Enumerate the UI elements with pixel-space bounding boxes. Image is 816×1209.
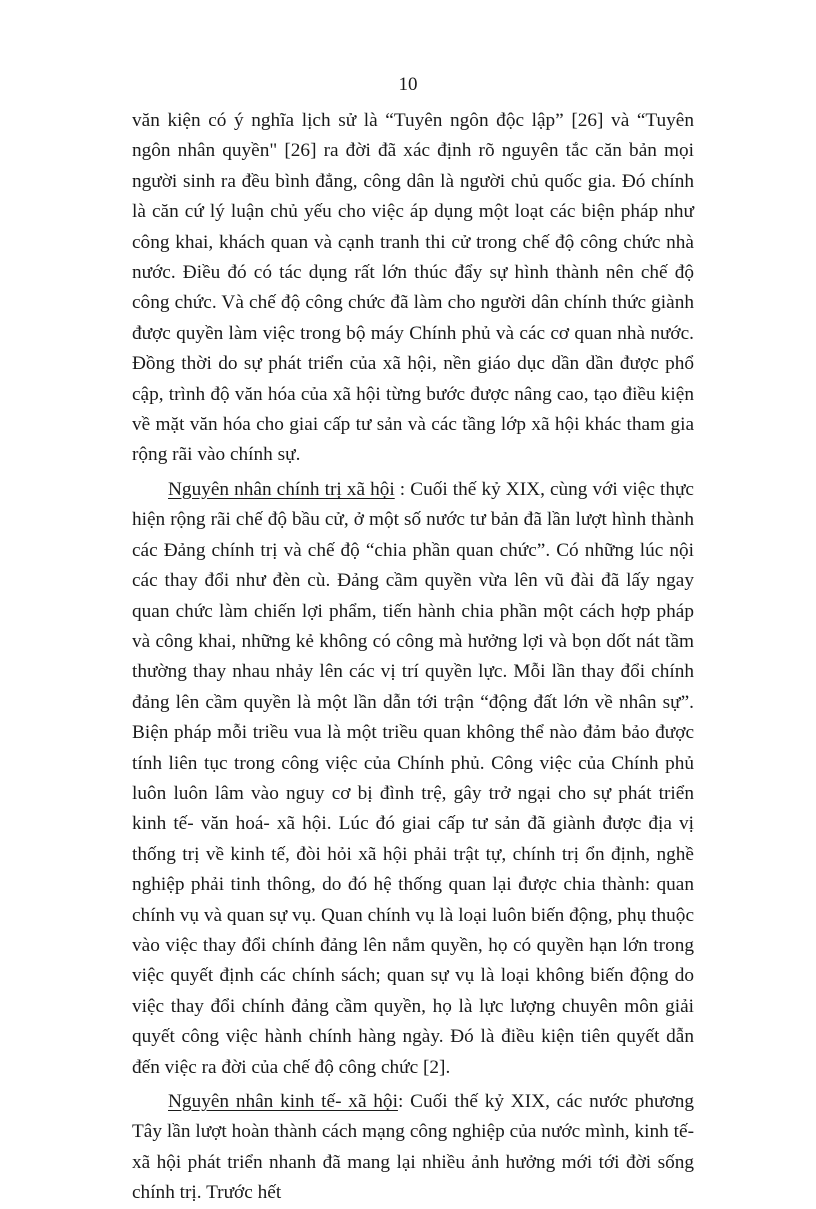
body-text [132, 106, 694, 1209]
paragraph-2-text: : Cuối thế kỷ XIX, cùng với việc thực hiện rộng rãi chế độ bầu cử, ở một số nước tư bản đã lần lượt hình thành các Đảng chính trị và chế độ “chia phần quan chức”. Có những lúc nội các thay đổi như đèn cù. Đảng cầm quyền vừa lên vũ đài đã lấy ngay quan chức làm chiến lợi phẩm, tiến hành chia phần một cách hợp pháp và công khai, những kẻ không có công mà hưởng lợi và bọn dốt nát tầm thường thay nhau nhảy lên các vị trí quyền lực. Mỗi lần thay đổi chính đảng lên cầm quyền là một lần dẫn tới trận “động đất lớn về nhân sự”. Biện pháp mỗi triều vua là một triều quan không thể nào đảm bảo được tính liên tục trong công việc của Chính phủ. Công việc của Chính phủ luôn luôn lâm vào nguy cơ bị đình trệ, gây trở ngại cho sự phát triển kinh tế- văn hoá- xã hội. Lúc đó giai cấp tư sản đã giành được địa vị thống trị về kinh tế, đòi hỏi xã hội phải trật tự, chính trị ổn định, nghề nghiệp phải tinh thông, do đó hệ thống quan lại được chia thành: quan chính vụ và quan sự vụ. Quan chính vụ là loại luôn biến động, phụ thuộc vào việc thay đổi chính đảng lên nắm quyền, họ có quyền hạn lớn trong việc quyết định các chính sách; quan sự vụ là loại không biến động do việc thay đổi chính đảng cầm quyền, họ là lực lượng chuyên môn giải quyết công việc hành chính hàng ngày. Đó là điều kiện tiên quyết dẫn đến việc ra đời của chế độ công chức [2]. [132, 478, 694, 1078]
page-number: 10 [398, 74, 418, 95]
paragraph-1 [132, 106, 694, 471]
paragraph-1-text: văn kiện có ý nghĩa lịch sử là “Tuyên ngôn độc lập” [26] và “Tuyên ngôn nhân quyền" [26] ra đời đã xác định rõ nguyên tắc căn bản mọi người sinh ra đều bình đẳng, công dân là người chủ quốc gia. Đó chính là căn cứ lý luận chủ yếu cho việc áp dụng một loạt các biện pháp như công khai, khách quan và cạnh tranh thi cử trong chế độ công chức nhà nước. Điều đó có tác dụng rất lớn thúc đẩy sự hình thành nên chế độ công chức. Và chế độ công chức đã làm cho người dân chính thức giành được quyền làm việc trong bộ máy Chính phủ và các cơ quan nhà nước. Đồng thời do sự phát triển của xã hội, nền giáo dục dần dần được phổ cập, trình độ văn hóa của xã hội từng bước được nâng cao, tạo điều kiện về mặt văn hóa cho giai cấp tư sản và các tầng lớp xã hội khác tham gia rộng rãi vào chính sự. [132, 110, 694, 466]
paragraph-3 [132, 1087, 694, 1209]
paragraph-2-heading: Nguyên nhân chính trị xã hội [168, 478, 395, 500]
paragraph-2 [132, 475, 694, 1083]
paragraph-3-heading: Nguyên nhân kinh tế- xã hội [168, 1091, 398, 1112]
paragraph-3-text: : Cuối thế kỷ XIX, các nước phương Tây lần lượt hoàn thành cách mạng công nghiệp của nước mình, kinh tế- xã hội phát triển nhanh đã mang lại nhiều ảnh hưởng mới tới đời sống chính trị. Trước hết [132, 1091, 694, 1204]
